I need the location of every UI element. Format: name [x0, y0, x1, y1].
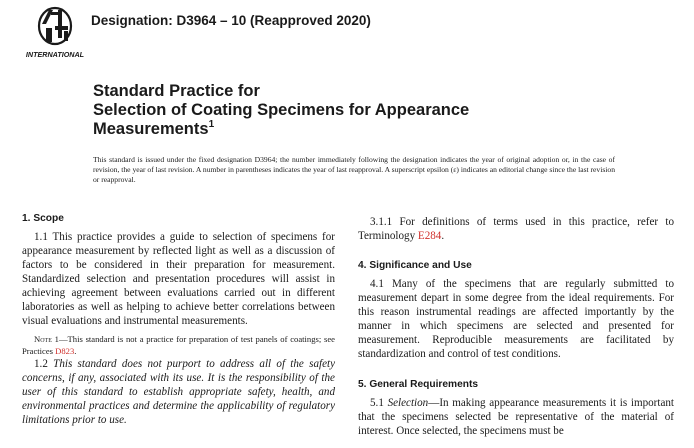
significance-heading: 4. Significance and Use [358, 260, 472, 271]
paragraph-5-1: 5.1 Selection—In making appearance measurements it is important that the specimens selected be representative of the material of interest. Once selected, the specimens must be [358, 397, 674, 437]
title-line-3: Measurements$^1$ [93, 119, 215, 138]
scope-heading: 1. Scope [22, 213, 64, 224]
right-column [358, 215, 674, 438]
reference-link-d823[interactable]: D823 [55, 345, 75, 356]
title-line-1: Standard Practice for [93, 82, 260, 100]
document-title [93, 82, 653, 139]
general-requirements-heading: 5. General Requirements [358, 379, 479, 390]
designation-label: Designation: D3964 – 10 (Reapproved 2020) [91, 13, 371, 28]
paragraph-1-2: 1.2 This standard does not purport to address all of the safety concerns, if any, associated with its use. It is the responsibility of the user of this standard to establish appropriate safety, health, and environmental practices and determine the applicability of regulatory limitations prior to use. [22, 358, 336, 426]
note-text: —This standard is not a practice for preparation of test panels of coatings; see Practices [22, 334, 335, 356]
note-1: Note 1—This standard is not a practice for preparation of test panels of coatings; see Practices D823. [22, 334, 335, 356]
paragraph-1-1: 1.1 This practice provides a guide to selection of specimens for appearance measurement by reflected light as well as a discussion of factors to be considered in their preparation for measurement. Standardized selection and presentation procedures will assist in achieving agreement between evaluations carried out in different laboratories as well as helping to achieve better correlations between visual evaluations and instrumental measurements. [22, 231, 335, 327]
left-column [22, 212, 335, 427]
paragraph-4-1: 4.1 Many of the specimens that are regularly submitted to measurement depart in some degree from the ideal requirements. For this reason instrumental readings are affected importantly by the manner in which specimens are selected and presented for measurement. Reproducible measurements are facilitated by standardization and control of test conditions. [358, 278, 674, 360]
astm-logo [22, 4, 88, 60]
title-line-2: Selection of Coating Specimens for Appearance [93, 101, 470, 119]
title-footnote-mark: 1 [208, 119, 215, 130]
note-label: Note 1 [34, 334, 59, 344]
standard-notice: This standard is issued under the fixed designation D3964; the number immediately following the designation indicates the year of original adoption or, in the case of revision, the year of last revision. A number in parentheses indicates the year of last reapproval. A superscript epsilon (ε) indicates an editorial change since the last revision or reapproval. [93, 155, 615, 184]
safety-statement: This standard does not purport to address all of the safety concerns, if any, associated with its use. It is the responsibility of the user of this standard to establish appropriate safety, health, and environmental practices and determine the applicability of regulatory limitations prior to use. [22, 358, 336, 426]
reference-link-e284[interactable]: E284 [417, 230, 442, 242]
paragraph-3-1-1: 3.1.1 For definitions of terms used in this practice, refer to Terminology E284. [358, 216, 674, 242]
logo-wordmark: INTERNATIONAL [25, 50, 85, 59]
